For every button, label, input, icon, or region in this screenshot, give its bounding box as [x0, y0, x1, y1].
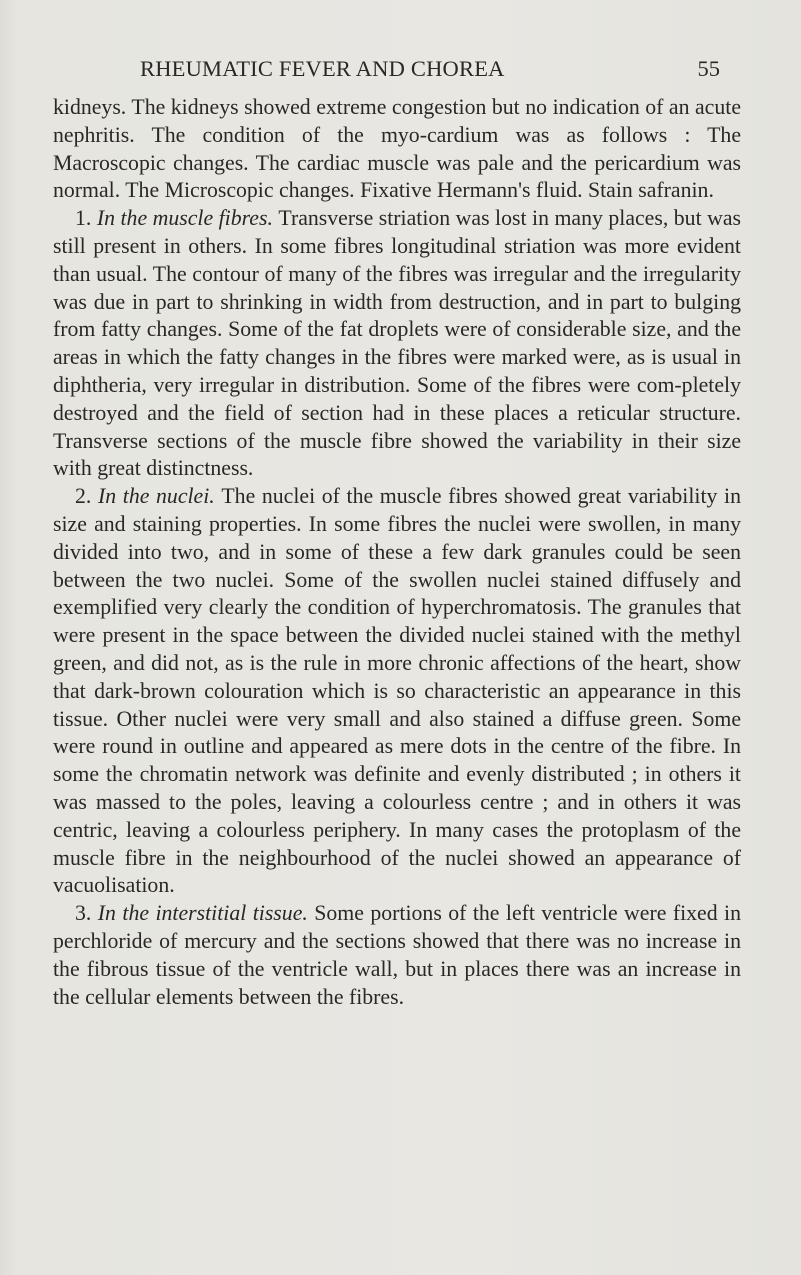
paragraph-muscle-fibres-text: Transverse striation was lost in many places, but was still present in others. In some fibres longitudinal striation was more evident than usual. The contour of many of the fibres was irregular and the irregularity was due in part to shrinking in width from destruction, and in part to bulging from fatty changes. Some of the fat droplets were of considerable size, and the areas in which the fatty changes in the fibres were marked were, as is usual in diphtheria, very irregular in distribution. Some of the fibres were com-pletely destroyed and the field of section had in these places a reticular structure. Transverse sections of the muscle fibre showed the variability in their size with great distinctness.	[53, 206, 742, 481]
paragraph-interstitial-tissue-text: Some portions of the left ventricle were fixed in perchloride of mercury and the sections showed that there was no increase in the fibrous tissue of the ventricle wall, but in places there was an increase in the cellular elements between the fibres.	[53, 901, 742, 1009]
paragraph-intro-text: kidneys. The kidneys showed extreme congestion but no indication of an acute nephritis. The condition of the myo-cardium was as follows : The Macroscopic changes. The cardiac muscle was pale and the pericardium was normal. The Microscopic changes. Fixative Hermann's fluid. Stain safranin.	[53, 95, 741, 203]
page-header	[140, 56, 720, 88]
section-heading: In the nuclei.	[97, 484, 222, 509]
section-number: 1.	[75, 206, 97, 231]
section-number: 3.	[75, 901, 98, 926]
section-heading: In the interstitial tissue.	[97, 901, 315, 926]
section-number: 2.	[75, 484, 98, 509]
paragraph-muscle-fibres	[53, 205, 741, 483]
body-text	[53, 94, 741, 1011]
paragraph-interstitial-tissue	[53, 900, 741, 1011]
paragraph-nuclei-text: The nuclei of the muscle fibres showed great variability in size and staining properties. In some fibres the nuclei were swollen, in many divided into two, and in some of these a few dark granules could be seen between the two nuclei. Some of the swollen nuclei stained diffusely and exemplified very clearly the condition of hyperchromatosis. The granules that were present in the space between the divided nuclei stained with the methyl green, and did not, as is the rule in more chronic affections of the heart, show that dark-brown colouration which is so characteristic an appearance in this tissue. Other nuclei were very small and also stained a diffuse green. Some were round in outline and appeared as mere dots in the centre of the fibre. In some the chromatin network was definite and evenly distributed ; in others it was massed to the poles, leaving a colourless centre ; and in others it was centric, leaving a colourless periphery. In many cases the protoplasm of the muscle fibre in the neighbourhood of the nuclei showed an appearance of vacuolisation.	[53, 484, 741, 898]
section-heading: In the muscle fibres.	[96, 206, 279, 231]
running-head: RHEUMATIC FEVER AND CHOREA	[140, 56, 505, 81]
paragraph-nuclei	[53, 483, 741, 900]
page-number: 55	[697, 56, 720, 81]
paragraph-intro	[53, 94, 741, 205]
